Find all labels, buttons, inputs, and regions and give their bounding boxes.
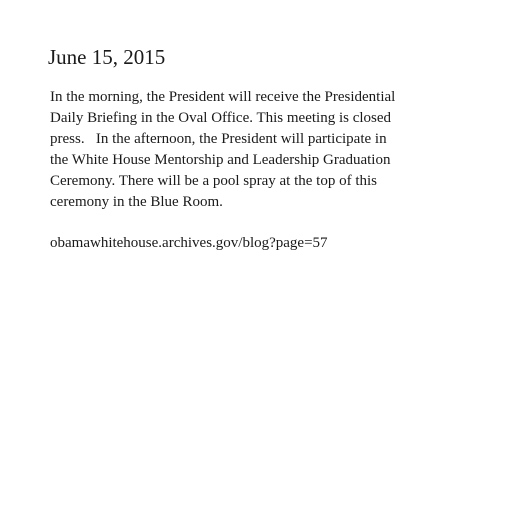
body-line: ceremony in the Blue Room. [50, 194, 223, 210]
source-url: obamawhitehouse.archives.gov/blog?page=57 [50, 235, 328, 251]
body-line: Ceremony. There will be a pool spray at the top of this [50, 173, 378, 189]
post-date: June 15, 2015 [48, 45, 166, 69]
body-line: the White House Mentorship and Leadership Graduation [50, 152, 391, 168]
body-line: In the morning, the President will receive the Presidential [50, 89, 396, 105]
body-line: press. In the afternoon, the President will participate in [50, 131, 387, 147]
body-line: Daily Briefing in the Oval Office. This meeting is closed [50, 110, 392, 126]
post-body [50, 87, 410, 213]
